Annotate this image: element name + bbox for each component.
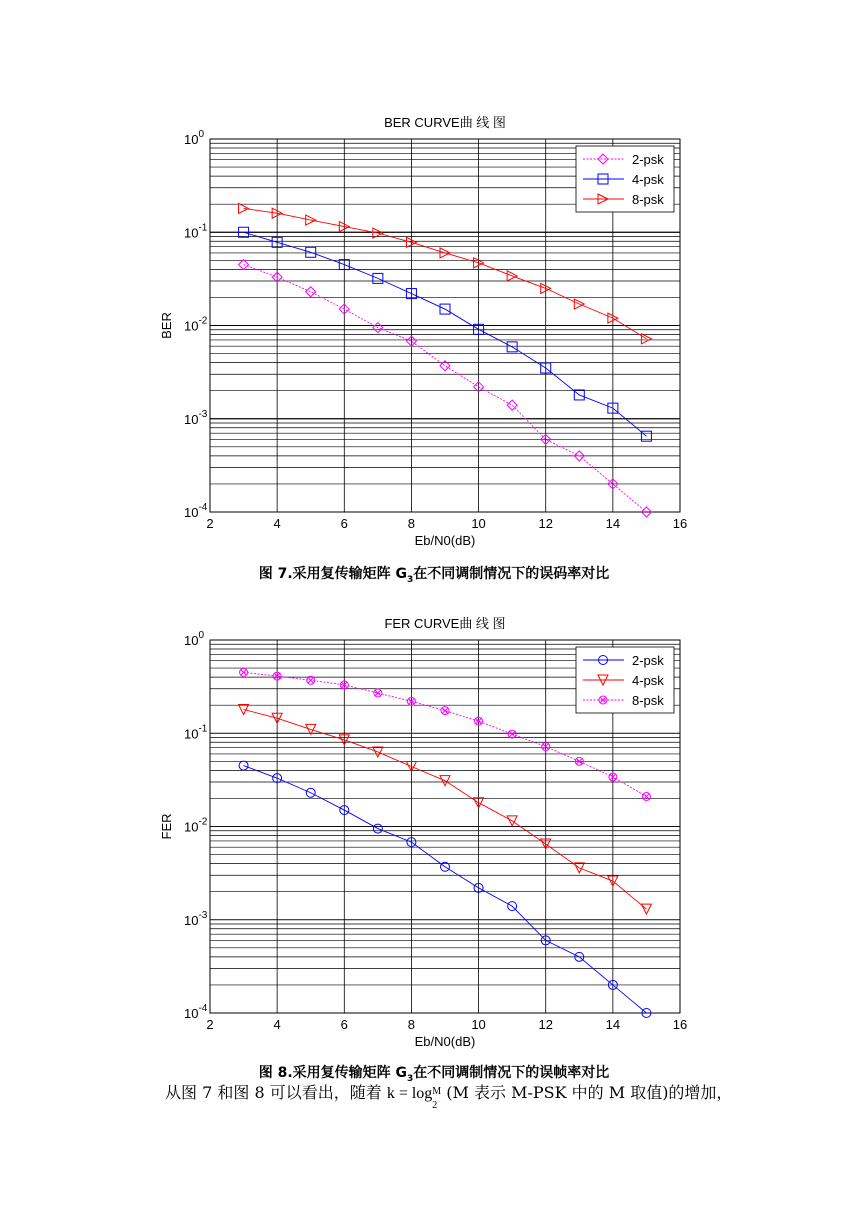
legend-label: 2-psk — [632, 653, 664, 668]
data-point — [441, 707, 449, 715]
y-tick-exp: -3 — [198, 408, 208, 420]
formula-k: k = log — [386, 1085, 433, 1102]
formula-base: 2 — [432, 1100, 438, 1111]
legend-label: 4-psk — [632, 673, 664, 688]
x-tick-label: 4 — [273, 516, 281, 531]
y-tick-exp: -3 — [198, 909, 208, 921]
x-tick-label: 12 — [538, 1017, 553, 1032]
y-tick-base: 10 — [184, 132, 199, 147]
y-tick-base: 10 — [184, 225, 199, 241]
y-tick-exp: 0 — [198, 129, 205, 140]
y-tick-base: 10 — [184, 633, 199, 648]
x-tick-label: 16 — [672, 1017, 688, 1032]
x-tick-label: 2 — [206, 1017, 214, 1032]
y-tick-exp: -4 — [198, 1003, 208, 1014]
y-tick-label — [184, 409, 208, 427]
y-axis-label: FER — [159, 813, 174, 840]
x-tick-label: 14 — [605, 1017, 621, 1032]
y-tick-label — [184, 129, 204, 147]
series-2-psk — [239, 260, 652, 517]
caption-prefix: 图 7.采用复传输矩阵 G — [258, 566, 408, 582]
y-tick-labels — [184, 129, 208, 520]
y-tick-exp: -2 — [198, 315, 208, 327]
series-line — [244, 709, 647, 909]
y-tick-base: 10 — [184, 411, 199, 427]
data-point — [239, 761, 248, 770]
paragraph-text-after: (M 表示 M-PSK 中的 M 取值)的增加， — [446, 1083, 733, 1102]
series-2-psk — [239, 761, 651, 1017]
x-tick-label: 2 — [206, 516, 214, 531]
body-paragraph — [165, 1080, 845, 1111]
series-line — [244, 766, 647, 1013]
legend-label: 8-psk — [632, 693, 664, 708]
x-tick-label: 8 — [407, 516, 416, 531]
data-point — [240, 668, 248, 676]
caption-suffix: 在不同调制情况下的误码率对比 — [413, 566, 610, 582]
chart-title: FER CURVE曲 线 图 — [384, 616, 506, 631]
x-tick-label: 6 — [340, 516, 348, 531]
y-tick-base: 10 — [184, 819, 199, 835]
y-tick-label — [184, 316, 208, 334]
x-tick-label: 4 — [273, 1017, 281, 1032]
y-tick-base: 10 — [184, 318, 199, 334]
y-tick-labels — [184, 630, 208, 1021]
y-tick-exp: -2 — [198, 816, 208, 828]
y-tick-base: 10 — [184, 726, 199, 742]
x-tick-labels — [206, 1017, 687, 1032]
x-tick-label: 8 — [407, 1017, 416, 1032]
y-tick-label — [184, 630, 204, 648]
y-tick-label — [184, 817, 208, 835]
caption-sub: 3 — [407, 574, 414, 585]
series-line — [244, 208, 647, 338]
paragraph-text-before: 从图 7 和图 8 可以看出，随着 — [165, 1083, 382, 1102]
series-line — [244, 265, 647, 512]
data-point — [508, 730, 516, 738]
y-tick-exp: 0 — [198, 630, 205, 641]
y-tick-label — [184, 222, 208, 240]
legend-label: 2-psk — [632, 152, 664, 167]
fer-chart — [0, 500, 868, 1060]
x-axis-label: Eb/N0(dB) — [414, 533, 476, 548]
series-8-psk — [239, 203, 652, 343]
data-point — [239, 704, 249, 714]
x-tick-label: 14 — [605, 516, 621, 531]
y-tick-label — [184, 910, 208, 928]
y-axis-label: BER — [159, 312, 174, 339]
y-tick-exp: -1 — [198, 723, 208, 735]
data-point — [374, 689, 382, 697]
formula-exp: M — [432, 1086, 442, 1097]
x-tick-label: 10 — [471, 516, 486, 531]
chart-title: BER CURVE曲 线 图 — [384, 115, 506, 130]
y-tick-base: 10 — [184, 505, 199, 520]
y-tick-base: 10 — [184, 912, 199, 928]
y-tick-base: 10 — [184, 1006, 199, 1021]
y-tick-label — [184, 1003, 208, 1021]
x-tick-label: 10 — [471, 1017, 486, 1032]
caption-suffix: 在不同调制情况下的误帧率对比 — [413, 1065, 610, 1081]
x-tick-label: 16 — [672, 516, 688, 531]
legend — [576, 647, 674, 713]
x-axis-label: Eb/N0(dB) — [414, 1034, 476, 1049]
data-point — [306, 287, 316, 297]
caption-sub: 3 — [407, 1073, 414, 1084]
legend — [576, 146, 674, 212]
legend-label: 4-psk — [632, 172, 664, 187]
legend-label: 8-psk — [632, 192, 664, 207]
series-4-psk — [239, 704, 652, 914]
y-tick-exp: -1 — [198, 222, 208, 234]
y-tick-label — [184, 723, 208, 741]
x-tick-label: 6 — [340, 1017, 348, 1032]
ber-chart — [0, 0, 868, 560]
formula — [386, 1085, 446, 1111]
data-point — [642, 792, 650, 800]
caption-prefix: 图 8.采用复传输矩阵 G — [258, 1065, 408, 1081]
x-tick-label: 12 — [538, 516, 553, 531]
y-tick-exp: -4 — [198, 502, 208, 513]
